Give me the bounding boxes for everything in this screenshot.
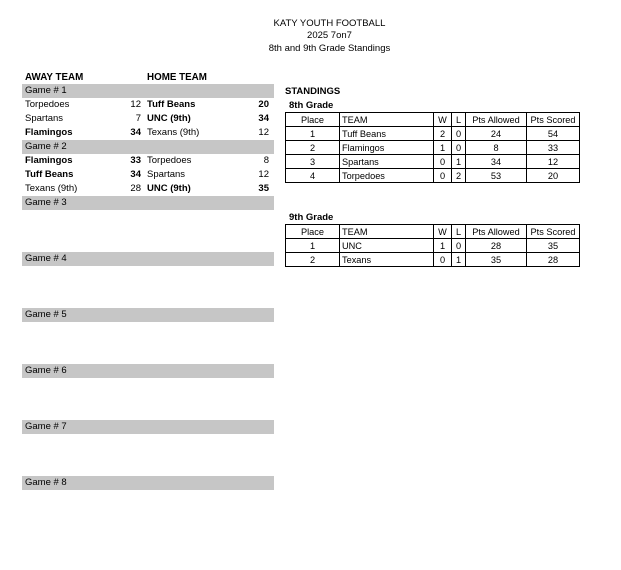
team-header: TEAM [340, 225, 434, 239]
home-team: Torpedoes [147, 155, 192, 166]
table-row [286, 169, 580, 183]
pts-allowed-cell: 53 [466, 169, 527, 183]
away-team: Texans (9th) [25, 183, 78, 194]
table-row [286, 253, 580, 267]
pts-allowed-cell: 24 [466, 127, 527, 141]
place-cell: 1 [286, 239, 340, 253]
wins-cell: 1 [434, 239, 452, 253]
standings-table-8th [285, 112, 580, 183]
standings-table-9th [285, 224, 580, 267]
away-score: 34 [130, 127, 141, 138]
team-cell: Flamingos [340, 141, 434, 155]
pts-allowed-cell: 34 [466, 155, 527, 169]
game-2-header: Game # 2 [22, 140, 274, 154]
pts-scored-cell: 54 [527, 127, 580, 141]
home-score: 12 [258, 169, 269, 180]
pts-allowed-header: Pts Allowed [466, 225, 527, 239]
game-row [22, 98, 274, 112]
losses-cell: 0 [452, 141, 466, 155]
losses-cell: 1 [452, 253, 466, 267]
wins-cell: 0 [434, 253, 452, 267]
place-cell: 4 [286, 169, 340, 183]
game-row [22, 182, 274, 196]
pts-allowed-cell: 35 [466, 253, 527, 267]
game-4-header: Game # 4 [22, 252, 274, 266]
place-cell: 1 [286, 127, 340, 141]
game-row [22, 154, 274, 168]
game-6-header: Game # 6 [22, 364, 274, 378]
wins-cell: 2 [434, 127, 452, 141]
wins-header: W [434, 225, 452, 239]
away-score: 34 [130, 169, 141, 180]
grade-8-title: 8th Grade [289, 100, 334, 111]
home-score: 20 [258, 99, 269, 110]
pts-scored-cell: 33 [527, 141, 580, 155]
game-8-header: Game # 8 [22, 476, 274, 490]
home-score: 34 [258, 113, 269, 124]
standings-subtitle: 8th and 9th Grade Standings [268, 43, 391, 54]
home-team: UNC (9th) [147, 183, 191, 194]
home-team: UNC (9th) [147, 113, 191, 124]
away-team: Torpedoes [25, 99, 70, 110]
game-row [22, 126, 274, 140]
pts-scored-cell: 12 [527, 155, 580, 169]
table-header-row [286, 225, 580, 239]
away-score: 7 [135, 113, 141, 124]
place-cell: 3 [286, 155, 340, 169]
table-header-row [286, 113, 580, 127]
pts-allowed-cell: 28 [466, 239, 527, 253]
team-cell: Spartans [340, 155, 434, 169]
standings-title: STANDINGS [285, 86, 341, 97]
game-5-header: Game # 5 [22, 308, 274, 322]
pts-scored-header: Pts Scored [527, 225, 580, 239]
table-row [286, 239, 580, 253]
pts-scored-cell: 35 [527, 239, 580, 253]
home-score: 35 [258, 183, 269, 194]
home-team: Tuff Beans [147, 99, 196, 110]
away-team: Flamingos [25, 127, 73, 138]
table-row [286, 127, 580, 141]
losses-cell: 2 [452, 169, 466, 183]
losses-cell: 1 [452, 155, 466, 169]
away-team: Tuff Beans [25, 169, 74, 180]
game-row [22, 112, 274, 126]
losses-header: L [452, 225, 466, 239]
away-team: Spartans [25, 113, 64, 124]
home-score: 8 [263, 155, 269, 166]
away-score: 12 [130, 99, 141, 110]
pts-scored-cell: 28 [527, 253, 580, 267]
pts-scored-header: Pts Scored [527, 113, 580, 127]
wins-header: W [434, 113, 452, 127]
grade-9-title: 9th Grade [289, 212, 334, 223]
game-row [22, 168, 274, 182]
home-team-header: HOME TEAM [147, 72, 207, 83]
game-3-header: Game # 3 [22, 196, 274, 210]
team-cell: Tuff Beans [340, 127, 434, 141]
season-label: 2025 7on7 [307, 30, 352, 41]
wins-cell: 0 [434, 169, 452, 183]
table-row [286, 141, 580, 155]
away-team-header: AWAY TEAM [25, 72, 84, 83]
place-cell: 2 [286, 141, 340, 155]
team-header: TEAM [340, 113, 434, 127]
team-cell: Torpedoes [340, 169, 434, 183]
wins-cell: 1 [434, 141, 452, 155]
place-header: Place [286, 225, 340, 239]
wins-cell: 0 [434, 155, 452, 169]
team-cell: Texans [340, 253, 434, 267]
table-row [286, 155, 580, 169]
team-cell: UNC [340, 239, 434, 253]
pts-allowed-cell: 8 [466, 141, 527, 155]
game-7-header: Game # 7 [22, 420, 274, 434]
losses-header: L [452, 113, 466, 127]
place-cell: 2 [286, 253, 340, 267]
away-score: 28 [130, 183, 141, 194]
losses-cell: 0 [452, 127, 466, 141]
game-1-header: Game # 1 [22, 84, 274, 98]
pts-scored-cell: 20 [527, 169, 580, 183]
losses-cell: 0 [452, 239, 466, 253]
place-header: Place [286, 113, 340, 127]
home-team: Spartans [147, 169, 186, 180]
pts-allowed-header: Pts Allowed [466, 113, 527, 127]
away-score: 33 [130, 155, 141, 166]
away-team: Flamingos [25, 155, 73, 166]
document-title: KATY YOUTH FOOTBALL [273, 18, 386, 29]
home-team: Texans (9th) [147, 127, 200, 138]
home-score: 12 [258, 127, 269, 138]
